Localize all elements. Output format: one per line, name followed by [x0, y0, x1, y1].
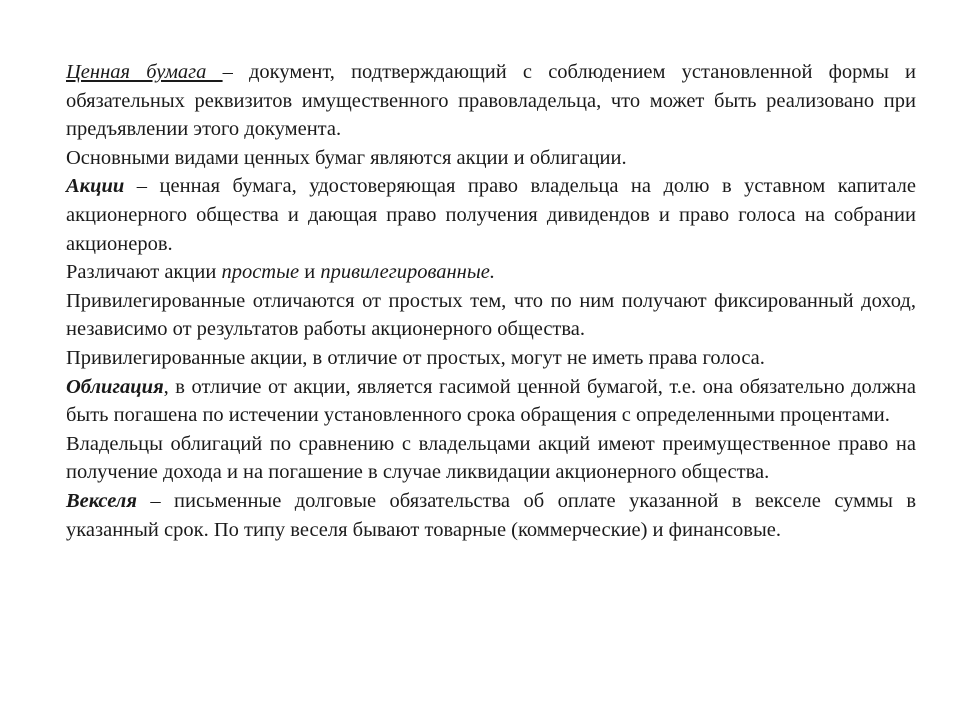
- paragraph-share-kinds: [66, 258, 916, 287]
- share-kind-common: простые: [221, 261, 300, 284]
- definition-security: – документ, подтверждающий с соблюдением установленной формы и обязательных реквизитов имущественного правовладельца, что может быть реализовано при предъявлении этого документа.: [66, 61, 916, 141]
- bondholders-text: Владельцы облигаций по сравнению с владельцами акций имеют преимущественное право на получение дохода и на погашение в случае ликвидации акционерного общества.: [66, 432, 916, 484]
- paragraph-preferred-vote: [66, 344, 916, 373]
- paragraph-main-types: [66, 144, 916, 173]
- paragraph-bondholders: [66, 430, 916, 487]
- paragraph-security-definition: [66, 58, 916, 144]
- share-kind-preferred: привилегированные.: [320, 261, 495, 284]
- paragraph-preferred-income: [66, 287, 916, 344]
- term-bond: Облигация: [66, 375, 164, 398]
- main-types-text: Основными видами ценных бумаг являются акции и облигации.: [66, 146, 627, 169]
- definition-bond: , в отличие от акции, является гасимой ценной бумагой, т.е. она обязательно должна быть погашена по истечении установленного срока обращения с определенными процентами.: [66, 375, 916, 427]
- preferred-income-text: Привилегированные отличаются от простых тем, что по ним получают фиксированный доход, независимо от результатов работы акционерного общества.: [66, 289, 916, 341]
- term-shares: Акции: [66, 175, 125, 198]
- share-kinds-and: и: [299, 261, 321, 284]
- definition-bills: – письменные долговые обязательства об оплате указанной в векселе суммы в указанный срок. По типу веселя бывают товарные (коммерческие) и финансовые.: [66, 489, 916, 541]
- term-security: Ценная бумага: [66, 61, 223, 83]
- slide-body: [66, 58, 916, 544]
- share-kinds-prefix: Различают акции: [66, 261, 222, 284]
- paragraph-bond-definition: [66, 373, 916, 430]
- paragraph-shares-definition: [66, 172, 916, 258]
- preferred-vote-text: Привилегированные акции, в отличие от простых, могут не иметь права голоса.: [66, 346, 765, 369]
- paragraph-bills-definition: [66, 487, 916, 544]
- definition-shares: – ценная бумага, удостоверяющая право владельца на долю в уставном капитале акционерного общества и дающая право получения дивидендов и право голоса на собрании акционеров.: [66, 175, 916, 255]
- term-bills: Векселя: [66, 489, 137, 512]
